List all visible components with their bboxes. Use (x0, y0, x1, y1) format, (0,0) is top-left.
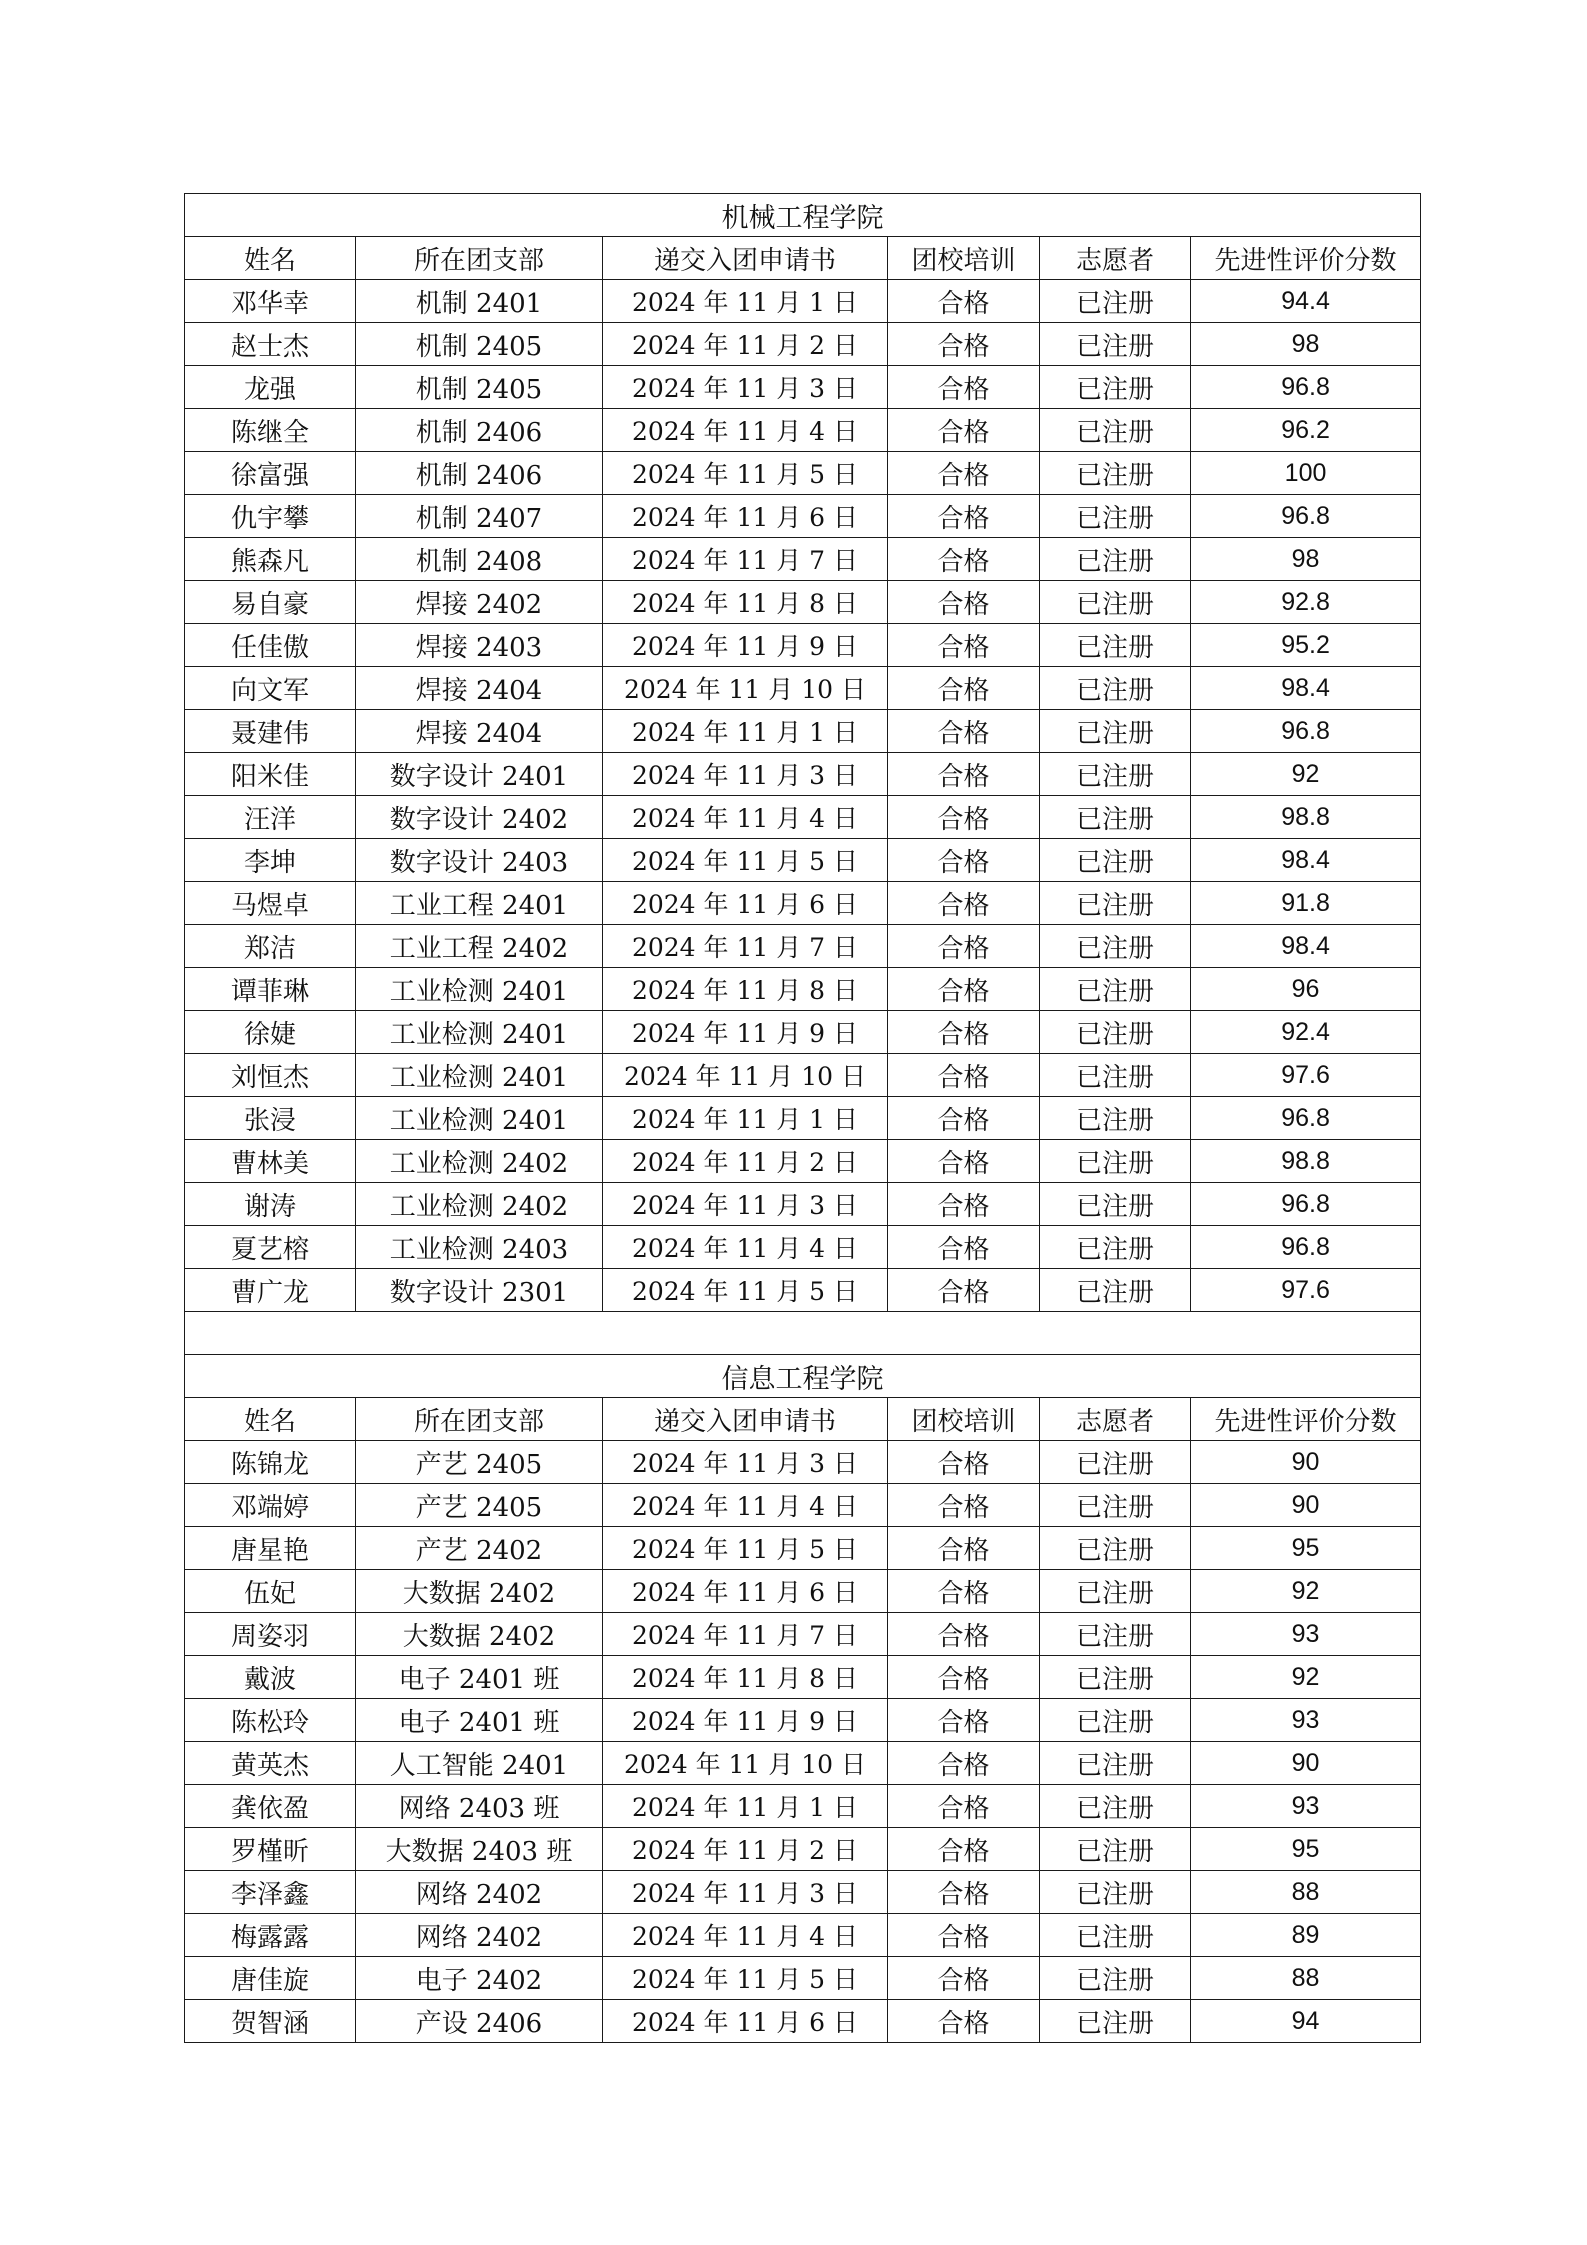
name-cell: 向文军 (185, 667, 356, 710)
score-cell: 95.2 (1191, 624, 1421, 667)
name-cell: 陈继全 (185, 409, 356, 452)
branch-cell: 电子 2401 班 (356, 1699, 603, 1742)
branch-cell: 工业检测 2401 (356, 1097, 603, 1140)
score-cell: 88 (1191, 1957, 1421, 2000)
branch-cell: 数字设计 2301 (356, 1269, 603, 1312)
application-date-cell: 2024 年 11 月 1 日 (603, 1097, 888, 1140)
volunteer-cell: 已注册 (1040, 323, 1191, 366)
volunteer-cell: 已注册 (1040, 1570, 1191, 1613)
branch-cell: 数字设计 2403 (356, 839, 603, 882)
application-date-cell: 2024 年 11 月 3 日 (603, 1441, 888, 1484)
application-date-cell: 2024 年 11 月 5 日 (603, 1269, 888, 1312)
volunteer-cell: 已注册 (1040, 1828, 1191, 1871)
branch-cell: 机制 2405 (356, 323, 603, 366)
score-cell: 96.8 (1191, 710, 1421, 753)
application-date-cell: 2024 年 11 月 4 日 (603, 796, 888, 839)
volunteer-cell: 已注册 (1040, 1269, 1191, 1312)
application-date-cell: 2024 年 11 月 3 日 (603, 366, 888, 409)
training-cell: 合格 (888, 1957, 1040, 2000)
score-cell: 100 (1191, 452, 1421, 495)
name-cell: 罗槿昕 (185, 1828, 356, 1871)
name-cell: 伍妃 (185, 1570, 356, 1613)
training-cell: 合格 (888, 1699, 1040, 1742)
training-cell: 合格 (888, 495, 1040, 538)
training-cell: 合格 (888, 1742, 1040, 1785)
table-row (185, 1054, 1421, 1097)
training-cell: 合格 (888, 323, 1040, 366)
score-cell: 98.8 (1191, 796, 1421, 839)
score-cell: 88 (1191, 1871, 1421, 1914)
application-date-cell: 2024 年 11 月 6 日 (603, 1570, 888, 1613)
branch-cell: 工业检测 2401 (356, 1054, 603, 1097)
application-date-cell: 2024 年 11 月 8 日 (603, 581, 888, 624)
score-cell: 92 (1191, 753, 1421, 796)
training-cell: 合格 (888, 1011, 1040, 1054)
score-cell: 92 (1191, 1656, 1421, 1699)
branch-cell: 焊接 2403 (356, 624, 603, 667)
score-cell: 96.8 (1191, 366, 1421, 409)
branch-cell: 网络 2403 班 (356, 1785, 603, 1828)
section-title: 机械工程学院 (185, 194, 1421, 237)
score-cell: 93 (1191, 1785, 1421, 1828)
table-row (185, 882, 1421, 925)
application-date-cell: 2024 年 11 月 3 日 (603, 1871, 888, 1914)
branch-cell: 人工智能 2401 (356, 1742, 603, 1785)
table-row (185, 753, 1421, 796)
table-row (185, 1441, 1421, 1484)
table-row (185, 624, 1421, 667)
name-cell: 龙强 (185, 366, 356, 409)
section-title-row (185, 1355, 1421, 1398)
table-row (185, 1011, 1421, 1054)
table-row (185, 2000, 1421, 2043)
branch-cell: 焊接 2404 (356, 667, 603, 710)
name-cell: 易自豪 (185, 581, 356, 624)
column-header: 志愿者 (1040, 237, 1191, 280)
training-cell: 合格 (888, 2000, 1040, 2043)
volunteer-cell: 已注册 (1040, 1613, 1191, 1656)
branch-cell: 产艺 2405 (356, 1441, 603, 1484)
name-cell: 邓华幸 (185, 280, 356, 323)
branch-cell: 产艺 2405 (356, 1484, 603, 1527)
name-cell: 熊森凡 (185, 538, 356, 581)
score-cell: 97.6 (1191, 1054, 1421, 1097)
score-cell: 98.4 (1191, 667, 1421, 710)
name-cell: 郑洁 (185, 925, 356, 968)
training-cell: 合格 (888, 280, 1040, 323)
application-date-cell: 2024 年 11 月 6 日 (603, 2000, 888, 2043)
table-row (185, 1699, 1421, 1742)
application-date-cell: 2024 年 11 月 9 日 (603, 1699, 888, 1742)
name-cell: 聂建伟 (185, 710, 356, 753)
training-cell: 合格 (888, 1441, 1040, 1484)
volunteer-cell: 已注册 (1040, 1183, 1191, 1226)
name-cell: 徐婕 (185, 1011, 356, 1054)
branch-cell: 电子 2401 班 (356, 1656, 603, 1699)
table-row (185, 452, 1421, 495)
training-cell: 合格 (888, 1570, 1040, 1613)
table-row (185, 796, 1421, 839)
score-cell: 96.8 (1191, 1226, 1421, 1269)
branch-cell: 机制 2408 (356, 538, 603, 581)
training-cell: 合格 (888, 1140, 1040, 1183)
volunteer-cell: 已注册 (1040, 581, 1191, 624)
name-cell: 赵士杰 (185, 323, 356, 366)
training-cell: 合格 (888, 452, 1040, 495)
score-cell: 98.4 (1191, 839, 1421, 882)
application-date-cell: 2024 年 11 月 4 日 (603, 1914, 888, 1957)
application-date-cell: 2024 年 11 月 7 日 (603, 925, 888, 968)
branch-cell: 机制 2401 (356, 280, 603, 323)
section-title: 信息工程学院 (185, 1355, 1421, 1398)
application-date-cell: 2024 年 11 月 1 日 (603, 280, 888, 323)
training-cell: 合格 (888, 1269, 1040, 1312)
application-date-cell: 2024 年 11 月 7 日 (603, 538, 888, 581)
application-date-cell: 2024 年 11 月 8 日 (603, 1656, 888, 1699)
training-cell: 合格 (888, 1484, 1040, 1527)
table-row (185, 1570, 1421, 1613)
training-cell: 合格 (888, 753, 1040, 796)
name-cell: 李泽鑫 (185, 1871, 356, 1914)
training-cell: 合格 (888, 1785, 1040, 1828)
table-row (185, 1226, 1421, 1269)
training-cell: 合格 (888, 1656, 1040, 1699)
table-row (185, 1097, 1421, 1140)
table-row (185, 581, 1421, 624)
name-cell: 谢涛 (185, 1183, 356, 1226)
score-cell: 98 (1191, 323, 1421, 366)
branch-cell: 网络 2402 (356, 1871, 603, 1914)
branch-cell: 大数据 2402 (356, 1570, 603, 1613)
application-date-cell: 2024 年 11 月 1 日 (603, 710, 888, 753)
training-cell: 合格 (888, 409, 1040, 452)
volunteer-cell: 已注册 (1040, 1871, 1191, 1914)
volunteer-cell: 已注册 (1040, 1140, 1191, 1183)
score-cell: 90 (1191, 1441, 1421, 1484)
volunteer-cell: 已注册 (1040, 710, 1191, 753)
application-date-cell: 2024 年 11 月 7 日 (603, 1613, 888, 1656)
volunteer-cell: 已注册 (1040, 409, 1191, 452)
name-cell: 仇宇攀 (185, 495, 356, 538)
application-date-cell: 2024 年 11 月 3 日 (603, 753, 888, 796)
volunteer-cell: 已注册 (1040, 667, 1191, 710)
volunteer-cell: 已注册 (1040, 1699, 1191, 1742)
column-header: 团校培训 (888, 237, 1040, 280)
name-cell: 龚依盈 (185, 1785, 356, 1828)
application-date-cell: 2024 年 11 月 5 日 (603, 1527, 888, 1570)
volunteer-cell: 已注册 (1040, 1484, 1191, 1527)
table-row (185, 839, 1421, 882)
branch-cell: 工业检测 2401 (356, 968, 603, 1011)
volunteer-cell: 已注册 (1040, 1742, 1191, 1785)
score-cell: 96.8 (1191, 1097, 1421, 1140)
volunteer-cell: 已注册 (1040, 280, 1191, 323)
volunteer-cell: 已注册 (1040, 1527, 1191, 1570)
name-cell: 周姿羽 (185, 1613, 356, 1656)
score-cell: 91.8 (1191, 882, 1421, 925)
table-row (185, 968, 1421, 1011)
volunteer-cell: 已注册 (1040, 882, 1191, 925)
score-cell: 92.4 (1191, 1011, 1421, 1054)
column-header: 递交入团申请书 (603, 1398, 888, 1441)
branch-cell: 工业工程 2401 (356, 882, 603, 925)
table-row (185, 1183, 1421, 1226)
spacer-cell (185, 1312, 1421, 1355)
name-cell: 戴波 (185, 1656, 356, 1699)
branch-cell: 机制 2405 (356, 366, 603, 409)
table-row (185, 366, 1421, 409)
branch-cell: 工业检测 2402 (356, 1183, 603, 1226)
name-cell: 曹林美 (185, 1140, 356, 1183)
table-row (185, 710, 1421, 753)
branch-cell: 产艺 2402 (356, 1527, 603, 1570)
application-date-cell: 2024 年 11 月 2 日 (603, 1140, 888, 1183)
application-date-cell: 2024 年 11 月 9 日 (603, 624, 888, 667)
table-row (185, 1957, 1421, 2000)
volunteer-cell: 已注册 (1040, 1097, 1191, 1140)
table-row (185, 667, 1421, 710)
table-row (185, 323, 1421, 366)
volunteer-cell: 已注册 (1040, 1054, 1191, 1097)
volunteer-cell: 已注册 (1040, 495, 1191, 538)
name-cell: 曹广龙 (185, 1269, 356, 1312)
volunteer-cell: 已注册 (1040, 1011, 1191, 1054)
score-cell: 90 (1191, 1484, 1421, 1527)
volunteer-cell: 已注册 (1040, 796, 1191, 839)
score-cell: 93 (1191, 1613, 1421, 1656)
volunteer-cell: 已注册 (1040, 1785, 1191, 1828)
training-cell: 合格 (888, 581, 1040, 624)
column-header: 团校培训 (888, 1398, 1040, 1441)
header-row (185, 237, 1421, 280)
branch-cell: 数字设计 2401 (356, 753, 603, 796)
name-cell: 陈锦龙 (185, 1441, 356, 1484)
application-date-cell: 2024 年 11 月 10 日 (603, 1742, 888, 1785)
name-cell: 梅露露 (185, 1914, 356, 1957)
name-cell: 阳米佳 (185, 753, 356, 796)
column-header: 递交入团申请书 (603, 237, 888, 280)
column-header: 姓名 (185, 1398, 356, 1441)
branch-cell: 大数据 2403 班 (356, 1828, 603, 1871)
column-header: 所在团支部 (356, 237, 603, 280)
score-cell: 96.8 (1191, 495, 1421, 538)
name-cell: 唐星艳 (185, 1527, 356, 1570)
volunteer-cell: 已注册 (1040, 452, 1191, 495)
branch-cell: 机制 2407 (356, 495, 603, 538)
name-cell: 刘恒杰 (185, 1054, 356, 1097)
table-row (185, 1785, 1421, 1828)
column-header: 姓名 (185, 237, 356, 280)
volunteer-cell: 已注册 (1040, 968, 1191, 1011)
name-cell: 黄英杰 (185, 1742, 356, 1785)
training-cell: 合格 (888, 667, 1040, 710)
table-row (185, 925, 1421, 968)
table-row (185, 538, 1421, 581)
table-row (185, 1742, 1421, 1785)
score-cell: 93 (1191, 1699, 1421, 1742)
training-cell: 合格 (888, 538, 1040, 581)
name-cell: 徐富强 (185, 452, 356, 495)
training-cell: 合格 (888, 925, 1040, 968)
training-cell: 合格 (888, 1054, 1040, 1097)
branch-cell: 焊接 2404 (356, 710, 603, 753)
column-header: 先进性评价分数 (1191, 1398, 1421, 1441)
training-cell: 合格 (888, 710, 1040, 753)
name-cell: 李坤 (185, 839, 356, 882)
branch-cell: 机制 2406 (356, 452, 603, 495)
training-cell: 合格 (888, 1914, 1040, 1957)
name-cell: 马煜卓 (185, 882, 356, 925)
score-cell: 97.6 (1191, 1269, 1421, 1312)
volunteer-cell: 已注册 (1040, 624, 1191, 667)
table-row (185, 1871, 1421, 1914)
score-cell: 92.8 (1191, 581, 1421, 624)
table-row (185, 1914, 1421, 1957)
table-row (185, 1484, 1421, 1527)
volunteer-cell: 已注册 (1040, 1441, 1191, 1484)
name-cell: 任佳傲 (185, 624, 356, 667)
score-cell: 96.8 (1191, 1183, 1421, 1226)
volunteer-cell: 已注册 (1040, 538, 1191, 581)
name-cell: 唐佳旋 (185, 1957, 356, 2000)
application-date-cell: 2024 年 11 月 2 日 (603, 323, 888, 366)
training-cell: 合格 (888, 1613, 1040, 1656)
application-date-cell: 2024 年 11 月 6 日 (603, 495, 888, 538)
branch-cell: 工业工程 2402 (356, 925, 603, 968)
training-cell: 合格 (888, 839, 1040, 882)
volunteer-cell: 已注册 (1040, 925, 1191, 968)
score-cell: 98.8 (1191, 1140, 1421, 1183)
section-spacer-row (185, 1312, 1421, 1355)
score-cell: 94 (1191, 2000, 1421, 2043)
application-date-cell: 2024 年 11 月 4 日 (603, 409, 888, 452)
application-date-cell: 2024 年 11 月 4 日 (603, 1226, 888, 1269)
application-date-cell: 2024 年 11 月 3 日 (603, 1183, 888, 1226)
training-cell: 合格 (888, 796, 1040, 839)
column-header: 先进性评价分数 (1191, 237, 1421, 280)
name-cell: 谭菲琳 (185, 968, 356, 1011)
application-date-cell: 2024 年 11 月 10 日 (603, 1054, 888, 1097)
table-row (185, 280, 1421, 323)
volunteer-cell: 已注册 (1040, 366, 1191, 409)
application-date-cell: 2024 年 11 月 10 日 (603, 667, 888, 710)
branch-cell: 焊接 2402 (356, 581, 603, 624)
training-cell: 合格 (888, 1527, 1040, 1570)
table-row (185, 1527, 1421, 1570)
branch-cell: 工业检测 2402 (356, 1140, 603, 1183)
score-cell: 90 (1191, 1742, 1421, 1785)
table-row (185, 495, 1421, 538)
score-cell: 89 (1191, 1914, 1421, 1957)
name-cell: 夏艺榕 (185, 1226, 356, 1269)
volunteer-cell: 已注册 (1040, 1957, 1191, 2000)
branch-cell: 工业检测 2401 (356, 1011, 603, 1054)
application-date-cell: 2024 年 11 月 4 日 (603, 1484, 888, 1527)
header-row (185, 1398, 1421, 1441)
application-date-cell: 2024 年 11 月 9 日 (603, 1011, 888, 1054)
score-cell: 94.4 (1191, 280, 1421, 323)
table-row (185, 409, 1421, 452)
volunteer-cell: 已注册 (1040, 839, 1191, 882)
branch-cell: 网络 2402 (356, 1914, 603, 1957)
table-row (185, 1613, 1421, 1656)
name-cell: 汪洋 (185, 796, 356, 839)
application-date-cell: 2024 年 11 月 5 日 (603, 1957, 888, 2000)
volunteer-cell: 已注册 (1040, 1656, 1191, 1699)
training-cell: 合格 (888, 1183, 1040, 1226)
branch-cell: 产设 2406 (356, 2000, 603, 2043)
table-row (185, 1828, 1421, 1871)
column-header: 所在团支部 (356, 1398, 603, 1441)
training-cell: 合格 (888, 1871, 1040, 1914)
table-row (185, 1269, 1421, 1312)
volunteer-cell: 已注册 (1040, 1226, 1191, 1269)
section-title-row (185, 194, 1421, 237)
application-date-cell: 2024 年 11 月 1 日 (603, 1785, 888, 1828)
branch-cell: 工业检测 2403 (356, 1226, 603, 1269)
application-date-cell: 2024 年 11 月 6 日 (603, 882, 888, 925)
training-cell: 合格 (888, 1828, 1040, 1871)
branch-cell: 数字设计 2402 (356, 796, 603, 839)
training-cell: 合格 (888, 624, 1040, 667)
volunteer-cell: 已注册 (1040, 2000, 1191, 2043)
name-cell: 陈松玲 (185, 1699, 356, 1742)
name-cell: 贺智涵 (185, 2000, 356, 2043)
application-date-cell: 2024 年 11 月 2 日 (603, 1828, 888, 1871)
training-cell: 合格 (888, 366, 1040, 409)
score-cell: 98 (1191, 538, 1421, 581)
application-date-cell: 2024 年 11 月 5 日 (603, 452, 888, 495)
table-row (185, 1140, 1421, 1183)
branch-cell: 电子 2402 (356, 1957, 603, 2000)
training-cell: 合格 (888, 882, 1040, 925)
score-cell: 98.4 (1191, 925, 1421, 968)
branch-cell: 大数据 2402 (356, 1613, 603, 1656)
application-date-cell: 2024 年 11 月 8 日 (603, 968, 888, 1011)
score-cell: 96 (1191, 968, 1421, 1011)
training-cell: 合格 (888, 1097, 1040, 1140)
score-cell: 92 (1191, 1570, 1421, 1613)
score-cell: 96.2 (1191, 409, 1421, 452)
table-row (185, 1656, 1421, 1699)
name-cell: 张浸 (185, 1097, 356, 1140)
column-header: 志愿者 (1040, 1398, 1191, 1441)
volunteer-cell: 已注册 (1040, 1914, 1191, 1957)
training-cell: 合格 (888, 1226, 1040, 1269)
score-cell: 95 (1191, 1828, 1421, 1871)
name-cell: 邓端婷 (185, 1484, 356, 1527)
roster-table (184, 193, 1421, 2043)
branch-cell: 机制 2406 (356, 409, 603, 452)
volunteer-cell: 已注册 (1040, 753, 1191, 796)
roster-body (185, 194, 1421, 2043)
application-date-cell: 2024 年 11 月 5 日 (603, 839, 888, 882)
score-cell: 95 (1191, 1527, 1421, 1570)
training-cell: 合格 (888, 968, 1040, 1011)
